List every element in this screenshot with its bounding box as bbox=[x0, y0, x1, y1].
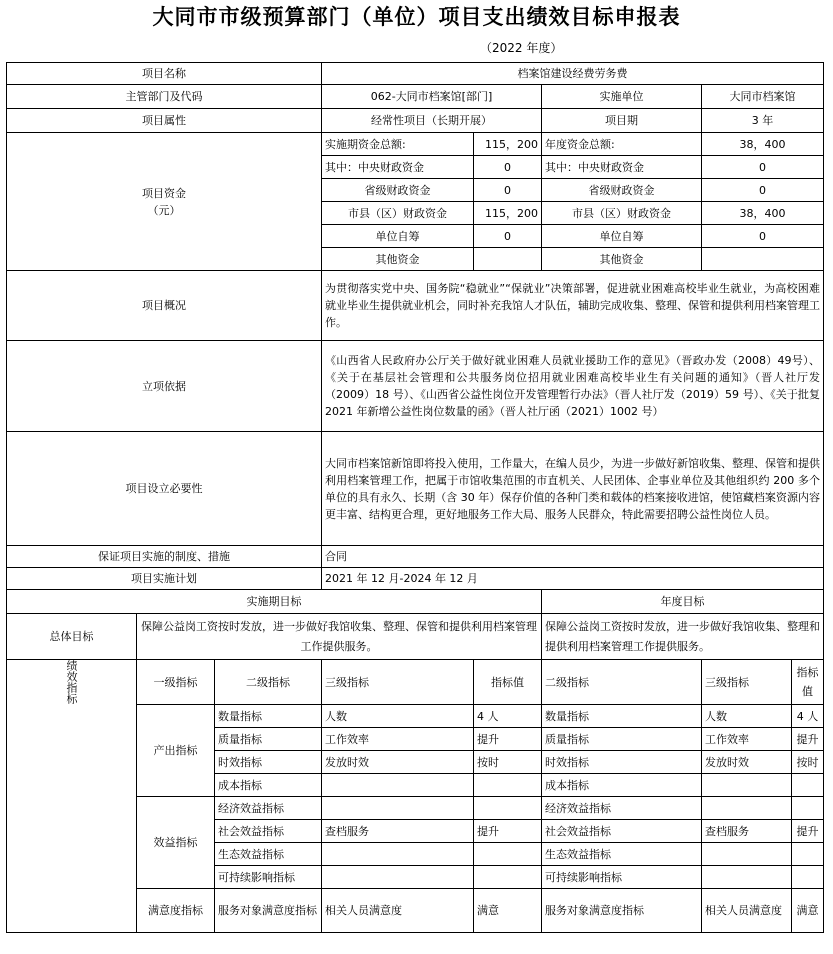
funds-a-value: 0 bbox=[474, 179, 542, 202]
header-val: 指标值 bbox=[474, 660, 542, 705]
ind-value: 提升 bbox=[474, 728, 542, 751]
basis-label: 立项依据 bbox=[7, 341, 322, 432]
header-l3: 三级指标 bbox=[322, 660, 474, 705]
ind-l3b bbox=[702, 774, 792, 797]
period-value: 3 年 bbox=[702, 109, 824, 133]
impl-goal-text: 保障公益岗工资按时发放，进一步做好我馆收集、整理、保管和提供利用档案管理工作提供服务。 bbox=[137, 614, 542, 660]
funds-a-label: 其中：中央财政资金 bbox=[322, 156, 474, 179]
attr-label: 项目属性 bbox=[7, 109, 322, 133]
ind-l2b: 经济效益指标 bbox=[542, 797, 702, 820]
year-label: （2022 年度） bbox=[480, 41, 563, 55]
attr-value: 经常性项目（长期开展） bbox=[322, 109, 542, 133]
performance-table bbox=[6, 62, 824, 933]
ind-l2: 数量指标 bbox=[215, 705, 322, 728]
impl-unit-label: 实施单位 bbox=[542, 85, 702, 109]
annual-goal-text: 保障公益岗工资按时发放，进一步做好我馆收集、整理和提供利用档案管理工作提供服务。 bbox=[542, 614, 824, 660]
overview-label: 项目概况 bbox=[7, 271, 322, 341]
ind-l3: 工作效率 bbox=[322, 728, 474, 751]
period-label: 项目期 bbox=[542, 109, 702, 133]
ind-l2b: 质量指标 bbox=[542, 728, 702, 751]
indicator-side-label: 绩效指标 bbox=[65, 660, 78, 704]
funds-label: 项目资金 bbox=[142, 186, 186, 200]
funds-a-value: 0 bbox=[474, 156, 542, 179]
ind-valueb: 提升 bbox=[792, 820, 824, 843]
ind-l3b bbox=[702, 797, 792, 820]
indicator-side-cell bbox=[7, 660, 137, 933]
ind-l3b bbox=[702, 866, 792, 889]
overall-goal-label: 总体目标 bbox=[7, 614, 137, 660]
ind-l3: 发放时效 bbox=[322, 751, 474, 774]
ind-valueb: 提升 bbox=[792, 728, 824, 751]
funds-b-value: 38，400 bbox=[702, 202, 824, 225]
ind-l3 bbox=[322, 843, 474, 866]
ind-valueb bbox=[792, 797, 824, 820]
ind-valueb: 满意 bbox=[792, 889, 824, 933]
ind-l3b bbox=[702, 843, 792, 866]
funds-b-label: 年度资金总额: bbox=[542, 133, 702, 156]
ind-value: 按时 bbox=[474, 751, 542, 774]
ind-valueb bbox=[792, 843, 824, 866]
ind-l2b: 成本指标 bbox=[542, 774, 702, 797]
ind-l3b: 人数 bbox=[702, 705, 792, 728]
funds-b-label: 市县（区）财政资金 bbox=[542, 202, 702, 225]
ind-l3: 查档服务 bbox=[322, 820, 474, 843]
funds-b-value: 0 bbox=[702, 225, 824, 248]
guarantee-label: 保证项目实施的制度、措施 bbox=[7, 546, 322, 568]
funds-unit: （元） bbox=[147, 203, 181, 217]
header-l2: 二级指标 bbox=[215, 660, 322, 705]
ind-valueb: 4 人 bbox=[792, 705, 824, 728]
funds-a-label: 市县（区）财政资金 bbox=[322, 202, 474, 225]
ind-l3 bbox=[322, 774, 474, 797]
benefit-label: 效益指标 bbox=[137, 797, 215, 889]
funds-b-value: 0 bbox=[702, 156, 824, 179]
plan-text: 2021 年 12 月-2024 年 12 月 bbox=[322, 568, 824, 590]
funds-b-value: 0 bbox=[702, 179, 824, 202]
ind-valueb bbox=[792, 774, 824, 797]
ind-l2b: 生态效益指标 bbox=[542, 843, 702, 866]
funds-b-value bbox=[702, 248, 824, 271]
ind-value: 提升 bbox=[474, 820, 542, 843]
ind-value bbox=[474, 866, 542, 889]
impl-goal-header: 实施期目标 bbox=[7, 590, 542, 614]
project-name-value: 档案馆建设经费劳务费 bbox=[322, 63, 824, 85]
header-l1: 一级指标 bbox=[137, 660, 215, 705]
ind-l2: 服务对象满意度指标 bbox=[215, 889, 322, 933]
funds-a-value bbox=[474, 248, 542, 271]
funds-b-label: 省级财政资金 bbox=[542, 179, 702, 202]
ind-l2b: 服务对象满意度指标 bbox=[542, 889, 702, 933]
funds-b-label: 单位自筹 bbox=[542, 225, 702, 248]
ind-l2: 社会效益指标 bbox=[215, 820, 322, 843]
ind-l2: 质量指标 bbox=[215, 728, 322, 751]
funds-b-label: 其中：中央财政资金 bbox=[542, 156, 702, 179]
ind-value bbox=[474, 797, 542, 820]
guarantee-text: 合同 bbox=[322, 546, 824, 568]
basis-text: 《山西省人民政府办公厅关于做好就业困难人员就业援助工作的意见》（晋政办发（2008）49号）、《关于在基层社会管理和公共服务岗位招用就业困难高校毕业生有关问题的通知》（晋人社厅发（2009）18 号）、《山西省公益性岗位开发管理暂行办法》（晋人社厅发（2019）59 号）、《关于批复 2021 年新增公益性岗位数量的函》（晋人社厅函（2021）1002 号） bbox=[322, 341, 824, 432]
page-title: 大同市市级预算部门（单位）项目支出绩效目标申报表 bbox=[152, 5, 681, 29]
funds-a-value: 115，200 bbox=[474, 133, 542, 156]
dept-value: 062-大同市档案馆[部门] bbox=[322, 85, 542, 109]
header-l2b: 二级指标 bbox=[542, 660, 702, 705]
ind-l3: 相关人员满意度 bbox=[322, 889, 474, 933]
output-label: 产出指标 bbox=[137, 705, 215, 797]
funds-b-label: 其他资金 bbox=[542, 248, 702, 271]
project-name-label: 项目名称 bbox=[7, 63, 322, 85]
overview-text: 为贯彻落实党中央、国务院“稳就业”“保就业”决策部署，促进就业困难高校毕业生就业，为高校困难就业毕业生提供就业机会，同时补充我馆人才队伍，辅助完成收集、整理、保管和提供利用档案管理工作。 bbox=[322, 271, 824, 341]
funds-a-label: 其他资金 bbox=[322, 248, 474, 271]
header-valb: 指标值 bbox=[792, 660, 824, 705]
header-l3b: 三级指标 bbox=[702, 660, 792, 705]
ind-l2: 时效指标 bbox=[215, 751, 322, 774]
ind-l2: 生态效益指标 bbox=[215, 843, 322, 866]
funds-b-value: 38，400 bbox=[702, 133, 824, 156]
impl-unit-value: 大同市档案馆 bbox=[702, 85, 824, 109]
ind-l2: 成本指标 bbox=[215, 774, 322, 797]
funds-a-value: 0 bbox=[474, 225, 542, 248]
satisfaction-label: 满意度指标 bbox=[137, 889, 215, 933]
ind-valueb: 按时 bbox=[792, 751, 824, 774]
ind-value bbox=[474, 843, 542, 866]
funds-label-cell bbox=[7, 133, 322, 271]
ind-l3b: 查档服务 bbox=[702, 820, 792, 843]
ind-l3b: 相关人员满意度 bbox=[702, 889, 792, 933]
ind-value: 4 人 bbox=[474, 705, 542, 728]
ind-valueb bbox=[792, 866, 824, 889]
ind-l2: 经济效益指标 bbox=[215, 797, 322, 820]
necessity-label: 项目设立必要性 bbox=[7, 432, 322, 546]
ind-value bbox=[474, 774, 542, 797]
funds-a-value: 115，200 bbox=[474, 202, 542, 225]
ind-l3b: 发放时效 bbox=[702, 751, 792, 774]
plan-label: 项目实施计划 bbox=[7, 568, 322, 590]
ind-l2b: 社会效益指标 bbox=[542, 820, 702, 843]
ind-l3 bbox=[322, 866, 474, 889]
ind-l2b: 时效指标 bbox=[542, 751, 702, 774]
ind-l3b: 工作效率 bbox=[702, 728, 792, 751]
funds-a-label: 单位自筹 bbox=[322, 225, 474, 248]
necessity-text: 大同市档案馆新馆即将投入使用，工作量大，在编人员少，为进一步做好新馆收集、整理、保管和提供利用档案管理工作，把属于市馆收集范围的市直机关、人民团体、企事业单位及其他组织约 200 多个单位的具有永久、长期（含 30 年）保存价值的各种门类和载体的档案接收进馆，使馆藏档案资源内容更丰富、结构更合理，更好地服务工作大局、服务人民群众，特此需要招聘公益性岗位人员。 bbox=[322, 432, 824, 546]
ind-l2: 可持续影响指标 bbox=[215, 866, 322, 889]
annual-goal-header: 年度目标 bbox=[542, 590, 824, 614]
funds-a-label: 实施期资金总额: bbox=[322, 133, 474, 156]
ind-l3: 人数 bbox=[322, 705, 474, 728]
funds-a-label: 省级财政资金 bbox=[322, 179, 474, 202]
ind-l2b: 数量指标 bbox=[542, 705, 702, 728]
dept-label: 主管部门及代码 bbox=[7, 85, 322, 109]
ind-value: 满意 bbox=[474, 889, 542, 933]
ind-l3 bbox=[322, 797, 474, 820]
ind-l2b: 可持续影响指标 bbox=[542, 866, 702, 889]
